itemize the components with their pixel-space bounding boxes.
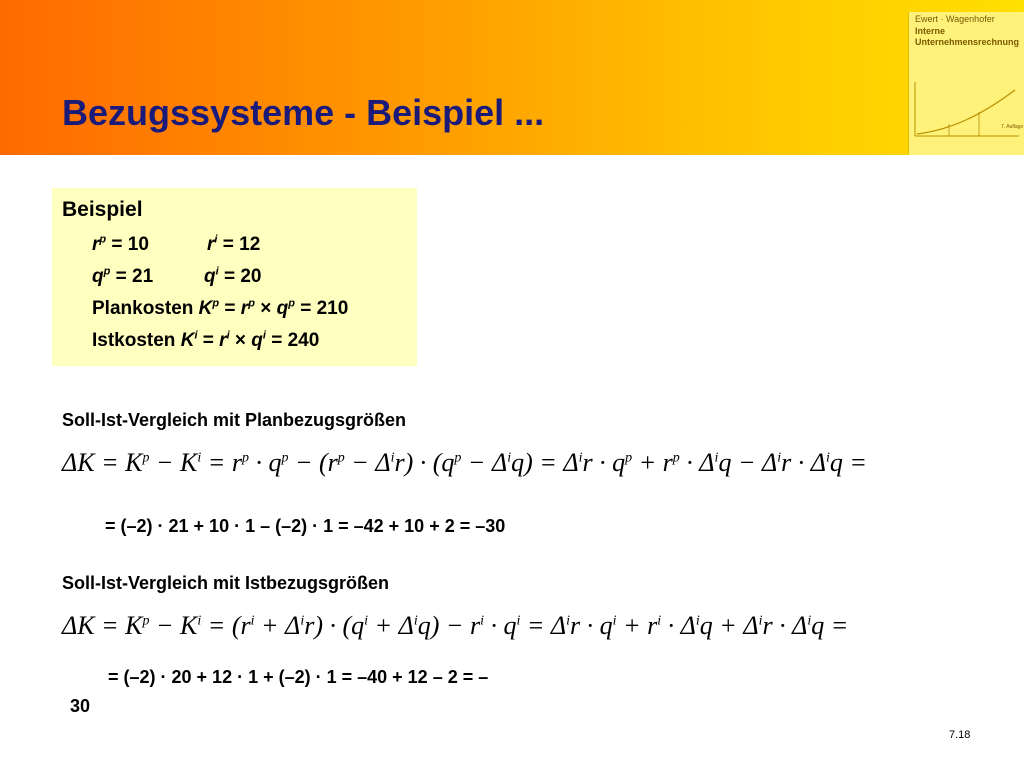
book-edition: 7. Auflage xyxy=(1001,124,1024,130)
plan-heading: Soll-Ist-Vergleich mit Planbezugsgrößen xyxy=(62,410,407,430)
example-box xyxy=(52,188,417,366)
book-title-line1: Interne xyxy=(915,26,946,36)
ri-value: $r^i = 12$ xyxy=(207,233,261,255)
qi-value: $q^i = 20$ xyxy=(204,265,262,287)
istkosten-line: Istkosten $K^i = r^i \times q^i = 240$ xyxy=(92,329,320,351)
ist-formula: $\Delta K = K^p - K^i = (r^i + \Delta^ir) \cdot (q^i + \Delta^iq) - r^i \cdot q^i = \Delta^ir \cdot q^i + r^i \cdot \Delta^iq + \Delta^ir \cdot \Delta^iq$ = xyxy=(62,611,849,640)
example-heading: Beispiel xyxy=(62,198,143,221)
plan-formula: $\Delta K = K^p - K^i = r^p \cdot q^p - (r^p - \Delta^ir) \cdot (q^p - \Delta^iq) = \Delta^ir \cdot q^p + r^p \cdot \Delta^iq - \Delta^ir \cdot \Delta^iq$ = xyxy=(62,448,867,477)
slide-title: Bezugssysteme - Beispiel ... xyxy=(62,92,545,133)
book-cover-image xyxy=(908,12,1024,155)
ist-result-line2: 30 xyxy=(70,696,91,716)
ist-heading: Soll-Ist-Vergleich mit Istbezugsgrößen xyxy=(62,573,390,593)
page-number: 7.18 xyxy=(949,729,971,741)
plankosten-line: Plankosten $K^p = r^p \times q^p = 210$ xyxy=(92,297,349,319)
plan-result: = (–2) · 21 + 10 · 1 – (–2) · 1 = –42 + 10 + 2 = –30 xyxy=(105,516,506,536)
qp-value: $q^p = 21$ xyxy=(92,265,154,287)
book-authors: Ewert · Wagenhofer xyxy=(915,14,995,24)
book-title-line2: Unternehmensrechnung xyxy=(915,37,1020,47)
ist-result-line1: = (–2) · 20 + 12 · 1 + (–2) · 1 = –40 + 12 – 2 = – xyxy=(108,667,489,687)
rp-value: $r^p = 10$ xyxy=(92,233,149,255)
